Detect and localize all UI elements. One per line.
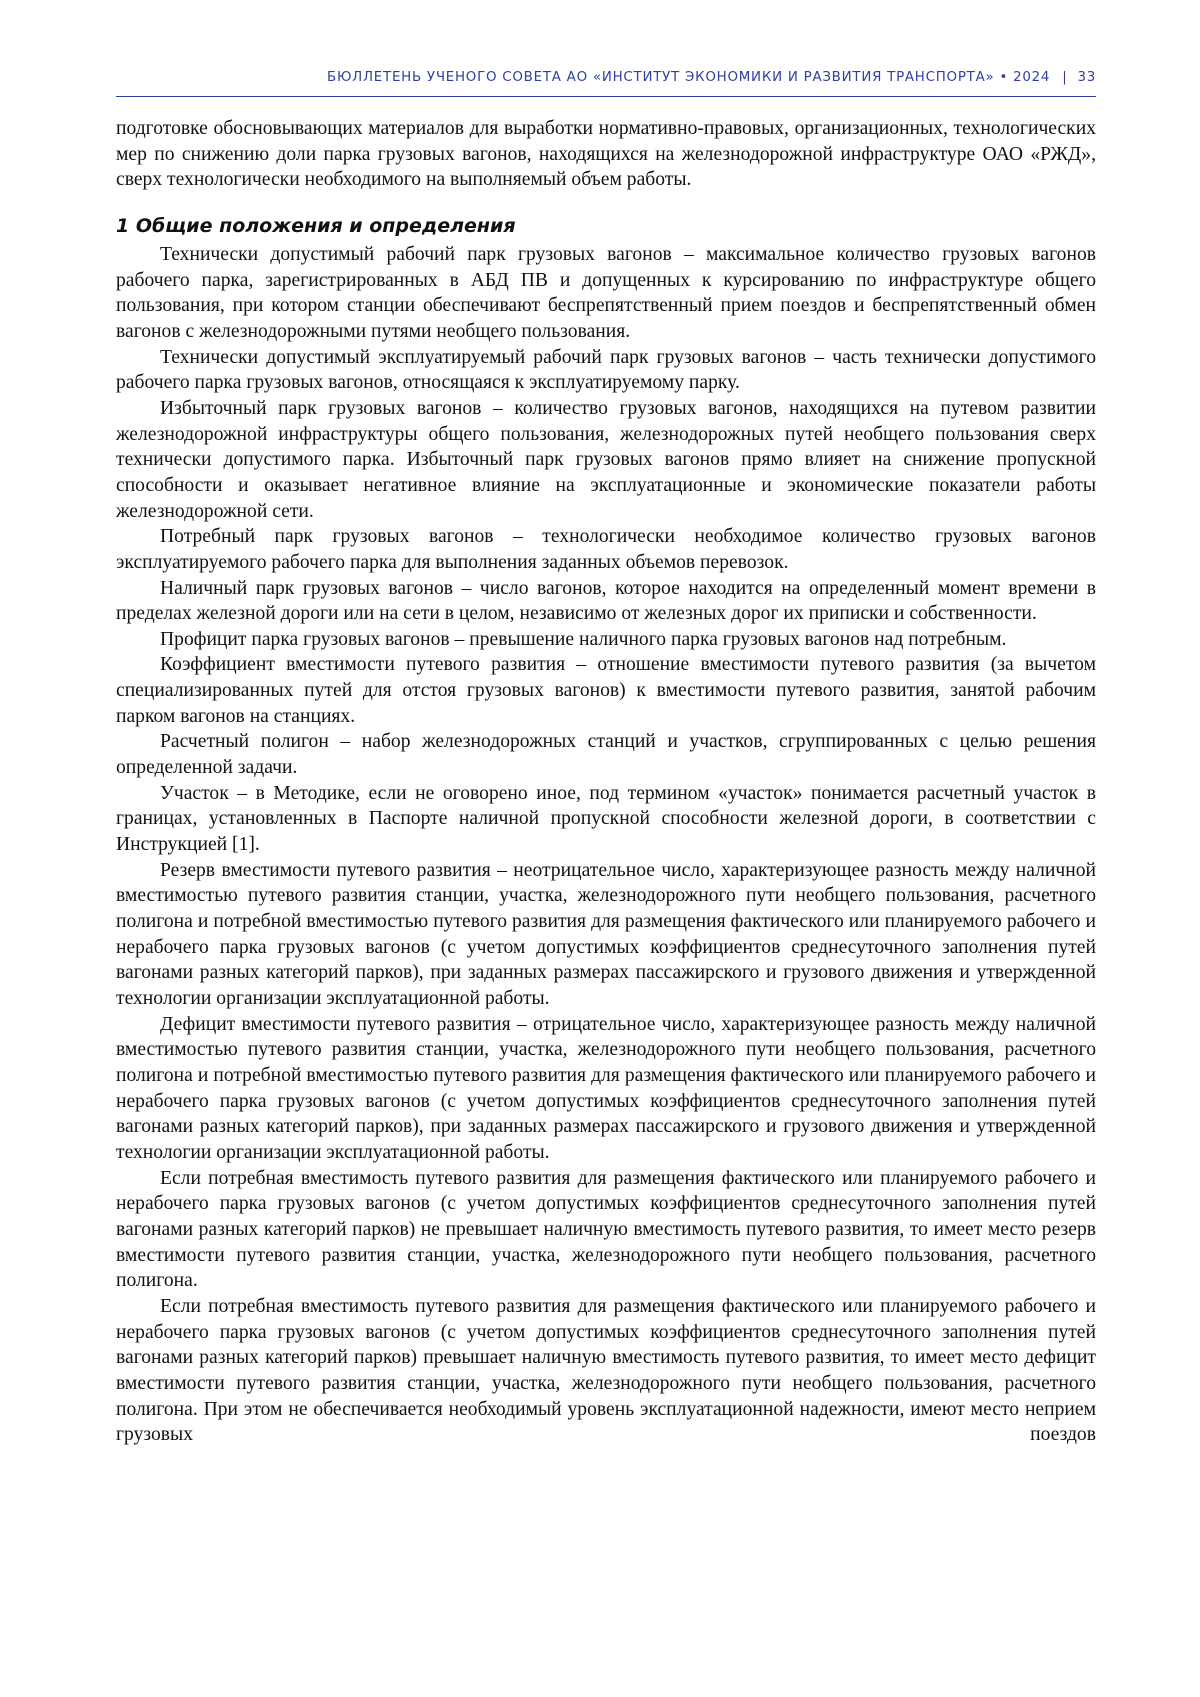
definition-park-surplus: Профицит парка грузовых вагонов – превышение наличного парка грузовых вагонов над потребным. <box>116 627 1096 653</box>
definition-capacity-deficit: Дефицит вместимости путевого развития – отрицательное число, характеризующее разность между наличной вместимостью путевого развития станции, участка, железнодорожного пути необщего пользования, расчетного полигона и потребной вместимостью путевого развития для размещения фактического или планируемого рабочего и нерабочего парка грузовых вагонов (с учетом допустимых коэффициентов среднесуточного заполнения путей вагонами разных категорий парков), при заданных размерах пассажирского и грузового движения и утвержденной технологии организации эксплуатационной работы. <box>116 1012 1096 1166</box>
definition-technically-permissible-operated-park: Технически допустимый эксплуатируемый рабочий парк грузовых вагонов – часть технически допустимого рабочего парка грузовых вагонов, относящаяся к эксплуатируемому парку. <box>116 345 1096 396</box>
definition-technically-permissible-park: Технически допустимый рабочий парк грузовых вагонов – максимальное количество грузовых вагонов рабочего парка, зарегистрированных в АБД ПВ и допущенных к курсированию по инфраструктуре общего пользования, при котором станции обеспечивают беспрепятственный прием поездов и беспрепятственный обмен вагонов с железнодорожными путями необщего пользования. <box>116 242 1096 345</box>
definition-required-park: Потребный парк грузовых вагонов – технологически необходимое количество грузовых вагонов эксплуатируемого рабочего парка для выполнения заданных объемов перевозок. <box>116 524 1096 575</box>
definition-available-park: Наличный парк грузовых вагонов – число вагонов, которое находится на определенный момент времени в пределах железной дороги или на сети в целом, независимо от железных дорог их приписки и собственности. <box>116 576 1096 627</box>
definition-excess-park: Избыточный парк грузовых вагонов – количество грузовых вагонов, находящихся на путевом развитии железнодорожной инфраструктуры общего пользования, железнодорожных путей необщего пользования сверх технически допустимого парка. Избыточный парк грузовых вагонов прямо влияет на снижение пропускной способности и оказывает негативное влияние на эксплуатационные и экономические показатели работы железнодорожной сети. <box>116 396 1096 524</box>
paragraph-deficit-condition: Если потребная вместимость путевого развития для размещения фактического или планируемого рабочего и нерабочего парка грузовых вагонов (с учетом допустимых коэффициентов среднесуточного заполнения путей вагонами разных категорий парков) превышает наличную вместимость путевого развития, то имеет место дефицит вместимости путевого развития станции, участка, железнодорожного пути необщего пользования, расчетного полигона. При этом не обеспечивается необходимый уровень эксплуатационной надежности, имеют место неприем грузовых поездов <box>116 1294 1096 1448</box>
definition-section: Участок – в Методике, если не оговорено иное, под термином «участок» понимается расчетный участок в границах, установленных в Паспорте наличной пропускной способности железной дороги, в соответствии с Инструкцией [1]. <box>116 781 1096 858</box>
definition-calculation-polygon: Расчетный полигон – набор железнодорожных станций и участков, сгруппированных с целью решения определенной задачи. <box>116 729 1096 780</box>
header-separator: | <box>1062 70 1067 85</box>
definition-capacity-coefficient: Коэффициент вместимости путевого развития – отношение вместимости путевого развития (за вычетом специализированных путей для отстоя грузовых вагонов) к вместимости путевого развития, занятой рабочим парком вагонов на станциях. <box>116 652 1096 729</box>
page-number: 33 <box>1077 70 1096 85</box>
intro-paragraph: подготовке обосновывающих материалов для выработки нормативно-правовых, организационных, технологических мер по снижению доли парка грузовых вагонов, находящихся на железнодорожной инфраструктуре ОАО «РЖД», сверх технологически необходимого на выполняемый объем работы. <box>116 116 1096 193</box>
body-text <box>116 116 1096 1448</box>
journal-title: БЮЛЛЕТЕНЬ УЧЕНОГО СОВЕТА АО «ИНСТИТУТ ЭКОНОМИКИ И РАЗВИТИЯ ТРАНСПОРТА» • 2024 <box>327 70 1050 85</box>
definition-capacity-reserve: Резерв вместимости путевого развития – неотрицательное число, характеризующее разность между наличной вместимостью путевого развития станции, участка, железнодорожного пути необщего пользования, расчетного полигона и потребной вместимостью путевого развития для размещения фактического или планируемого рабочего и нерабочего парка грузовых вагонов (с учетом допустимых коэффициентов среднесуточного заполнения путей вагонами разных категорий парков), при заданных размерах пассажирского и грузового движения и утвержденной технологии организации эксплуатационной работы. <box>116 858 1096 1012</box>
paragraph-reserve-condition: Если потребная вместимость путевого развития для размещения фактического или планируемого рабочего и нерабочего парка грузовых вагонов (с учетом допустимых коэффициентов среднесуточного заполнения путей вагонами разных категорий парков) не превышает наличную вместимость путевого развития, то имеет место резерв вместимости путевого развития станции, участка, железнодорожного пути необщего пользования, расчетного полигона. <box>116 1166 1096 1294</box>
running-header <box>116 70 1096 97</box>
document-page <box>0 0 1200 1697</box>
section-heading: 1 Общие положения и определения <box>116 213 1096 239</box>
